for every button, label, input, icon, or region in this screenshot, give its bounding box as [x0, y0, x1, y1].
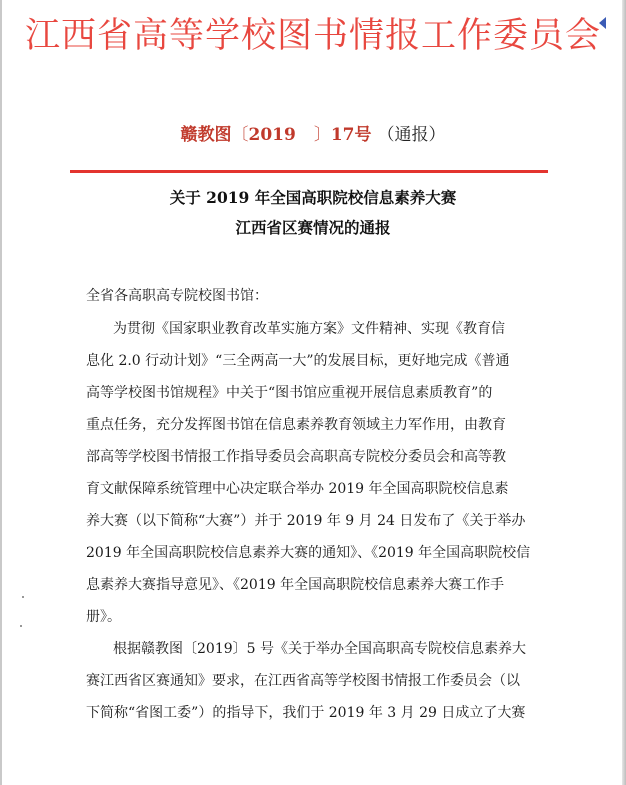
- page-left-edge: [0, 0, 2, 785]
- doc-number-number: 17号: [330, 125, 372, 145]
- body-line: 重点任务，充分发挥图书馆在信息素养教育领域主力军作用，由教育: [86, 417, 506, 433]
- scan-speck: [22, 596, 24, 598]
- doc-number-close-bracket: 〕: [313, 125, 331, 145]
- body-line: 部高等学校图书情报工作指导委员会高职高专院校分委员会和高等教: [86, 449, 506, 465]
- doc-number-open-bracket: 〔: [231, 125, 249, 145]
- body-line: 育文献保障系统管理中心决定联合举办 2019 年全国高职院校信息素: [86, 481, 509, 497]
- doc-number-prefix: 赣教图: [180, 125, 232, 145]
- body-line: 息化 2.0 行动计划》“三全两高一大”的发展目标，更好地完成《普通: [86, 353, 510, 369]
- letterhead-title: 江西省高等学校图书情报工作委员会: [24, 16, 601, 56]
- doc-number-tag: （通报）: [377, 125, 446, 145]
- page-right-edge: [622, 0, 626, 785]
- body-line: 下简称“省图工委”）的指导下，我们于 2019 年 3 月 29 日成立了大赛: [86, 705, 526, 721]
- document-title-line-2: 江西省区赛情况的通报: [235, 218, 391, 237]
- body-line: 册》。: [86, 609, 121, 625]
- document-number: [0, 120, 626, 145]
- salutation: 全省各高职高专院校图书馆：: [86, 288, 268, 304]
- scan-speck: [20, 625, 22, 627]
- body-line: 2019 年全国高职院校信息素养大赛的通知》、《2019 年全国高职院校信: [86, 545, 531, 561]
- body-line: 为贯彻《国家职业教育改革实施方案》文件精神、实现《教育信: [113, 321, 505, 337]
- body-line: 根据赣教图〔2019〕5 号《关于举办全国高职高专院校信息素养大: [113, 641, 526, 657]
- document-title-line-1: 关于 2019 年全国高职院校信息素养大赛: [169, 188, 457, 207]
- body-line: 高等学校图书馆规程》中关于“图书馆应重视开展信息素质教育”的: [86, 385, 493, 401]
- body-line: 息素养大赛指导意见》、《2019 年全国高职院校信息素养大赛工作手: [86, 577, 505, 593]
- red-divider-line: [70, 170, 548, 173]
- doc-number-year: 2019: [248, 125, 296, 145]
- body-line: 赛江西省区赛通知》要求，在江西省高等学校图书情报工作委员会（以: [86, 673, 520, 689]
- body-line: 养大赛（以下简称“大赛”）并于 2019 年 9 月 24 日发布了《关于举办: [86, 513, 526, 529]
